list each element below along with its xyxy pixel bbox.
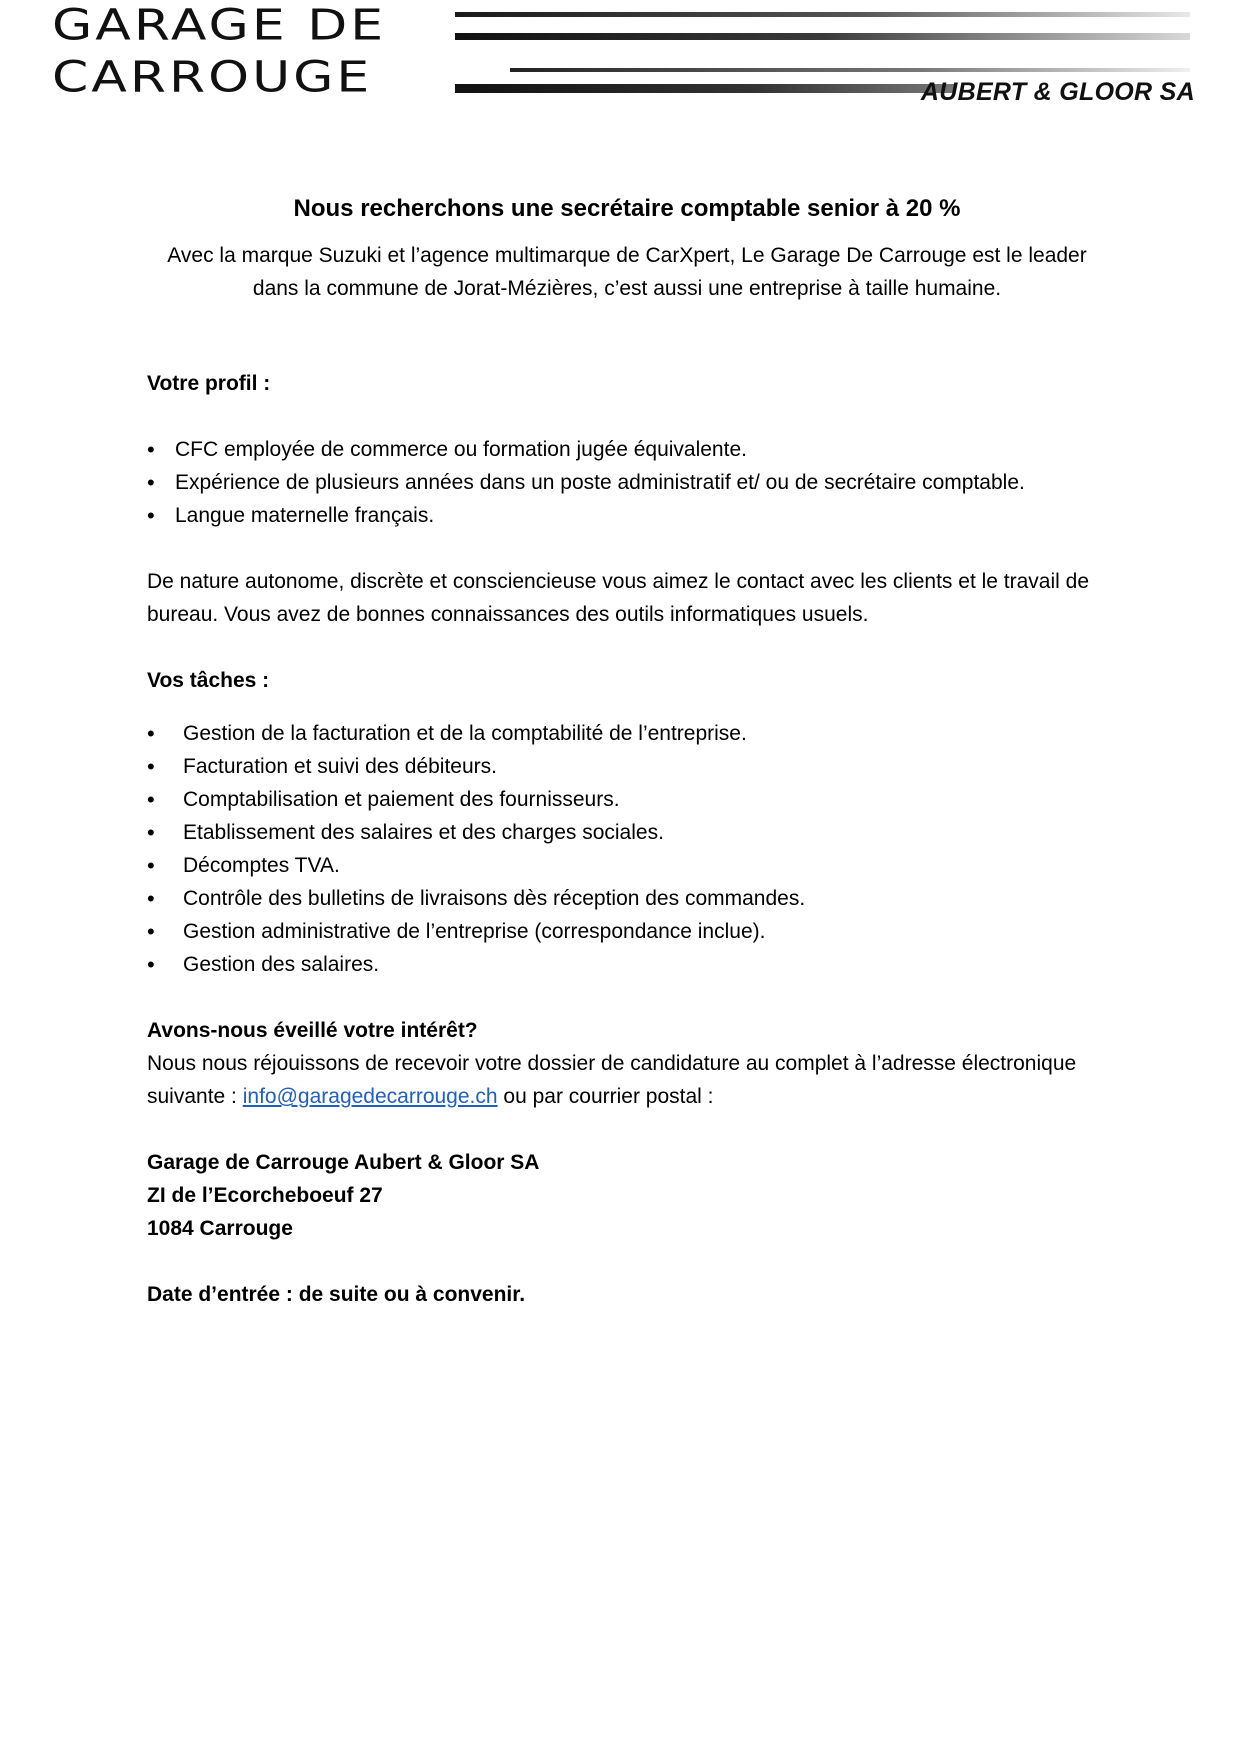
logo-stripe	[510, 68, 1190, 72]
tasks-list	[147, 717, 1107, 981]
list-item: • CFC employée de commerce ou formation jugée équivalente.	[147, 433, 1107, 466]
address-line: 1084 Carrouge	[147, 1217, 293, 1240]
start-date: Date d’entrée : de suite ou à convenir.	[147, 1283, 526, 1306]
application-paragraph	[147, 1047, 1107, 1113]
list-item: • Expérience de plusieurs années dans un poste administratif et/ ou de secrétaire comptable.	[147, 466, 1107, 499]
address-line: ZI de l’Ecorcheboeuf 27	[147, 1184, 383, 1207]
application-text: Nous nous réjouissons de recevoir votre dossier de candidature au complet à l’adresse électronique suivante :	[147, 1052, 1077, 1108]
job-posting	[147, 195, 1107, 1311]
list-item: • Gestion administrative de l’entreprise (correspondance inclue).	[147, 915, 1107, 948]
address-line: Garage de Carrouge Aubert & Gloor SA	[147, 1151, 540, 1174]
profile-heading: Votre profil :	[147, 372, 271, 395]
list-item: • Décomptes TVA.	[147, 849, 1107, 882]
logo-text-line1: GARAGE DE	[52, 0, 387, 50]
list-item: • Etablissement des salaires et des charges sociales.	[147, 816, 1107, 849]
email-link[interactable]: info@garagedecarrouge.ch	[242, 1085, 498, 1108]
logo-stripe	[455, 33, 1190, 40]
logo-stripe	[455, 84, 955, 93]
application-text-end: ou par courrier postal :	[497, 1085, 714, 1108]
tasks-heading: Vos tâches :	[147, 669, 270, 692]
list-item: • Gestion de la facturation et de la comptabilité de l’entreprise.	[147, 717, 1107, 750]
profile-list	[147, 433, 1107, 532]
postal-address	[147, 1146, 1107, 1245]
intro-paragraph: Avec la marque Suzuki et l’agence multimarque de CarXpert, Le Garage De Carrouge est le leader dans la commune de Jorat-Mézières, c’est aussi une entreprise à taille humaine.	[167, 244, 1087, 300]
interest-heading: Avons-nous éveillé votre intérêt?	[147, 1019, 478, 1042]
logo-text-line2: CARROUGE	[52, 52, 373, 102]
page-title: Nous recherchons une secrétaire comptable senior à 20 %	[293, 195, 961, 222]
nature-paragraph: De nature autonome, discrète et consciencieuse vous aimez le contact avec les clients et le travail de bureau. Vous avez de bonnes connaissances des outils informatiques usuels.	[147, 570, 1089, 626]
list-item: • Contrôle des bulletins de livraisons dès réception des commandes.	[147, 882, 1107, 915]
list-item: • Facturation et suivi des débiteurs.	[147, 750, 1107, 783]
list-item: • Langue maternelle français.	[147, 499, 1107, 532]
logo-stripe	[455, 12, 1190, 17]
list-item: • Gestion des salaires.	[147, 948, 1107, 981]
list-item: • Comptabilisation et paiement des fournisseurs.	[147, 783, 1107, 816]
logo-subtitle: AUBERT & GLOOR SA	[920, 78, 1195, 106]
